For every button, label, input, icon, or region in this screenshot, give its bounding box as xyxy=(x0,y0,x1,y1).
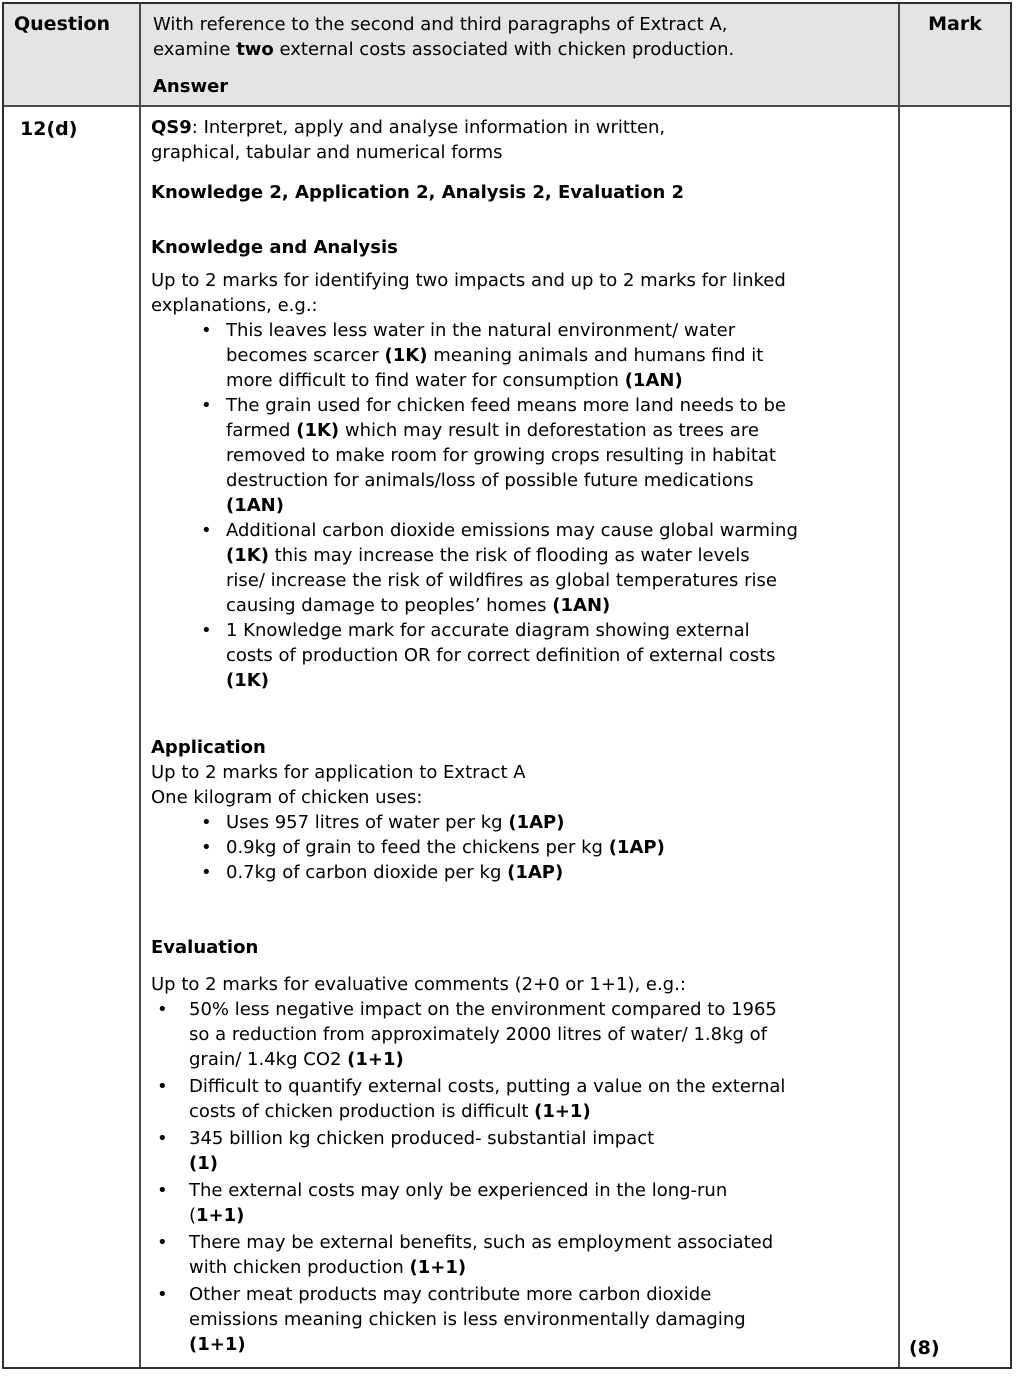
question-text-cell xyxy=(141,4,900,107)
text-run: There may be external benefits, such as employment associated xyxy=(189,1232,774,1253)
skills-line: Knowledge 2, Application 2, Analysis 2, Evaluation 2 xyxy=(151,182,685,203)
text-run: With reference to the second and third paragraphs of Extract A, xyxy=(153,14,728,35)
bullet-item xyxy=(151,318,884,393)
text-run: external costs associated with chicken production. xyxy=(273,39,735,60)
bullet-item xyxy=(151,835,884,860)
bullet-item xyxy=(151,518,884,618)
application-intro-1: Up to 2 marks for application to Extract A xyxy=(151,762,526,783)
bold-text-run: (1+1) xyxy=(189,1334,246,1355)
text-run: The external costs may only be experienced in the long-run xyxy=(189,1180,728,1201)
bold-text-run: (1) xyxy=(189,1153,218,1174)
text-run: : Interpret, apply and analyse information in written, xyxy=(191,117,666,138)
text-run: farmed xyxy=(226,420,297,441)
text-run: Additional carbon dioxide emissions may cause global warming xyxy=(226,520,798,541)
text-run: This leaves less water in the natural environment/ water xyxy=(226,320,736,341)
bullet-item xyxy=(151,618,884,693)
text-run: which may result in deforestation as trees are xyxy=(339,420,759,441)
text-run: this may increase the risk of flooding as water levels xyxy=(268,545,750,566)
text-run: so a reduction from approximately 2000 litres of water/ 1.8kg of xyxy=(189,1024,768,1045)
knowledge-bullet-list xyxy=(151,318,884,693)
text-run: The grain used for chicken feed means more land needs to be xyxy=(226,395,786,416)
answer-label: Answer xyxy=(153,76,229,97)
text-run: emissions meaning chicken is less environmentally damaging xyxy=(189,1309,746,1330)
text-run: causing damage to peoples’ homes xyxy=(226,595,553,616)
bold-text-run: (1K) xyxy=(384,345,428,366)
mark-column-header: Mark xyxy=(900,4,1010,107)
text-run: 1 Knowledge mark for accurate diagram showing external xyxy=(226,620,750,641)
application-intro-2: One kilogram of chicken uses: xyxy=(151,787,423,808)
text-run: more difficult to find water for consumption xyxy=(226,370,625,391)
text-run: 0.7kg of carbon dioxide per kg xyxy=(226,862,508,883)
mark-scheme-table xyxy=(2,2,1012,1369)
answer-cell xyxy=(141,107,900,1367)
text-run: costs of production OR for correct definition of external costs xyxy=(226,645,776,666)
text-run: 50% less negative impact on the environment compared to 1965 xyxy=(189,999,777,1020)
text-run: 345 billion kg chicken produced- substantial impact xyxy=(189,1128,655,1149)
knowledge-heading: Knowledge and Analysis xyxy=(151,237,398,258)
bullet-item xyxy=(151,810,884,835)
bullet-item xyxy=(151,860,884,885)
bullet-item xyxy=(151,1074,884,1124)
body-row xyxy=(4,107,1010,1367)
bullet-item xyxy=(151,393,884,518)
bold-text-run: (1+1) xyxy=(347,1049,404,1070)
text-run: Difficult to quantify external costs, putting a value on the external xyxy=(189,1076,786,1097)
text-run: ( xyxy=(189,1205,197,1226)
bold-text-run: (1K) xyxy=(296,420,340,441)
question-column-header: Question xyxy=(4,4,141,107)
header-row xyxy=(4,4,1010,107)
text-run: rise/ increase the risk of wildfires as global temperatures rise xyxy=(226,570,777,591)
text-run: graphical, tabular and numerical forms xyxy=(151,142,503,163)
text-run: Other meat products may contribute more carbon dioxide xyxy=(189,1284,712,1305)
bold-text-run: (1K) xyxy=(226,670,269,691)
bullet-item xyxy=(151,1126,884,1176)
bullet-item xyxy=(151,1230,884,1280)
bullet-item xyxy=(151,997,884,1072)
bold-text-run: 1+1) xyxy=(196,1205,245,1226)
question-text xyxy=(153,12,884,62)
question-number-cell: 12(d) xyxy=(4,107,141,1367)
knowledge-intro: Up to 2 marks for identifying two impacts and up to 2 marks for linked explanations, e.g.: xyxy=(151,270,786,316)
qs9-paragraph xyxy=(151,115,884,165)
mark-value-cell xyxy=(900,107,1010,1367)
bullet-item xyxy=(151,1282,884,1357)
bold-text-run: (1AP) xyxy=(507,862,564,883)
application-bullet-list xyxy=(151,810,884,885)
text-run: Uses 957 litres of water per kg xyxy=(226,812,509,833)
bold-text-run: (1+1) xyxy=(409,1257,467,1278)
text-run: grain/ 1.4kg CO2 xyxy=(189,1049,348,1070)
bold-text-run: two xyxy=(236,39,274,60)
text-run: examine xyxy=(153,39,237,60)
text-run: 0.9kg of grain to feed the chickens per kg xyxy=(226,837,609,858)
text-run: destruction for animals/loss of possible future medications xyxy=(226,470,754,491)
bold-text-run: (1+1) xyxy=(534,1101,591,1122)
bold-text-run: (1AN) xyxy=(552,595,611,616)
application-heading: Application xyxy=(151,737,266,758)
text-run: becomes scarcer xyxy=(226,345,385,366)
text-run: removed to make room for growing crops resulting in habitat xyxy=(226,445,776,466)
bold-text-run: (1K) xyxy=(226,545,269,566)
mark-value: (8) xyxy=(909,1337,940,1359)
evaluation-intro: Up to 2 marks for evaluative comments (2+0 or 1+1), e.g.: xyxy=(151,974,686,995)
text-run: with chicken production xyxy=(189,1257,410,1278)
evaluation-bullet-list xyxy=(151,997,884,1357)
evaluation-heading: Evaluation xyxy=(151,937,259,958)
text-run: meaning animals and humans find it xyxy=(427,345,764,366)
text-run: costs of chicken production is difficult xyxy=(189,1101,535,1122)
bold-text-run: (1AP) xyxy=(508,812,565,833)
bold-text-run: (1AN) xyxy=(624,370,683,391)
bold-text-run: (1AP) xyxy=(608,837,665,858)
bold-text-run: QS9 xyxy=(151,117,192,138)
bold-text-run: (1AN) xyxy=(226,495,284,516)
bullet-item xyxy=(151,1178,884,1228)
